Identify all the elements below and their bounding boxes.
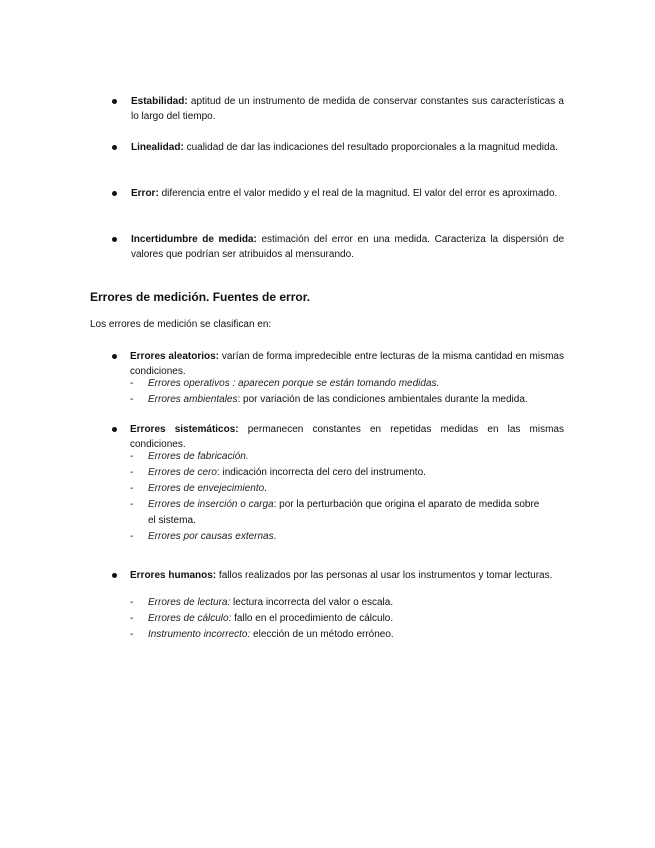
sub-item-term: Errores de envejecimiento [148,483,265,494]
sub-item-text: : por la perturbación que origina el aparato de medida sobre el sistema. [148,499,540,526]
sub-item-term: Instrumento incorrecto: [148,629,251,640]
dash-marker: - [130,629,134,640]
sub-item [130,611,560,627]
dash-marker: - [130,483,134,494]
dash-marker: - [130,499,134,510]
definition-body: diferencia entre el valor medido y el real de la magnitud. El valor del error es aproximado. [158,188,558,199]
bullet-icon [112,573,117,578]
sub-item-term: Errores operativos : aparecen porque se están tomando medidas. [148,378,440,389]
sub-item [130,627,560,643]
definition-term: Estabilidad: [131,96,188,107]
definition-term: Error: [131,188,159,199]
sub-list [130,449,560,545]
dash-marker: - [130,613,134,624]
definition-text [131,94,564,124]
group-text [130,568,564,583]
sub-item-text: fallo en el procedimiento de cálculo. [231,613,394,624]
sub-item [130,497,560,529]
group-term: Errores sistemáticos: [130,424,239,435]
sub-item-text: elección de un método erróneo. [250,629,394,640]
sub-item-term: Errores de inserción o carga [148,499,274,510]
sub-item-term: Errores de fabricación. [148,451,249,462]
sub-list [130,595,560,643]
bullet-icon [112,354,117,359]
section-heading: Errores de medición. Fuentes de error. [90,290,311,304]
sub-item-text: . [264,483,267,494]
bullet-icon [112,191,117,196]
sub-item [130,481,560,497]
sub-list [130,376,560,408]
sub-item-term: Errores de cero [148,467,217,478]
bullet-icon [112,99,117,104]
dash-marker: - [130,451,134,462]
definition-body: cualidad de dar las indicaciones del resultado proporcionales a la magnitud medida. [183,142,558,153]
sub-item [130,392,560,408]
group-term: Errores aleatorios: [130,351,220,362]
group-text [130,422,564,452]
sub-item-text: . [273,531,277,542]
sub-item-term: Errores de lectura: [148,597,231,608]
bullet-icon [112,237,117,242]
group-term: Errores humanos: [130,570,217,581]
sub-item [130,595,560,611]
sub-item-text: lectura incorrecta del valor o escala. [230,597,394,608]
definition-body: estimación del error en una medida. Caracteriza la dispersión de valores que podrían ser atribuidos al mensurando. [131,234,564,260]
dash-marker: - [130,394,134,405]
definition-term: Linealidad: [131,142,184,153]
bullet-icon [112,145,117,150]
group-text [130,349,564,379]
dash-marker: - [130,531,134,542]
definition-term: Incertidumbre de medida: [131,234,257,245]
sub-item-text: : por variación de las condiciones ambientales durante la medida. [237,394,528,405]
dash-marker: - [130,378,134,389]
definition-body: aptitud de un instrumento de medida de conservar constantes sus características a lo largo del tiempo. [131,96,564,122]
section-intro: Los errores de medición se clasifican en: [90,319,272,330]
sub-item [130,449,560,465]
dash-marker: - [130,467,134,478]
sub-item [130,529,560,545]
sub-item [130,465,560,481]
definition-text [131,186,564,201]
sub-item [130,376,560,392]
definition-text [131,232,564,262]
definition-text [131,140,564,155]
group-body: fallos realizados por las personas al usar los instrumentos y tomar lecturas. [216,570,553,581]
bullet-icon [112,427,117,432]
dash-marker: - [130,597,134,608]
sub-item-term: Errores de cálculo: [148,613,232,624]
sub-item-term: Errores por causas externas [148,531,274,542]
group-body: varían de forma impredecible entre lecturas de la misma cantidad en mismas condiciones. [130,351,564,377]
sub-item-text: : indicación incorrecta del cero del instrumento. [216,467,426,478]
sub-item-term: Errores ambientales [148,394,238,405]
group-body: permanecen constantes en repetidas medidas en las mismas condiciones. [130,424,564,450]
